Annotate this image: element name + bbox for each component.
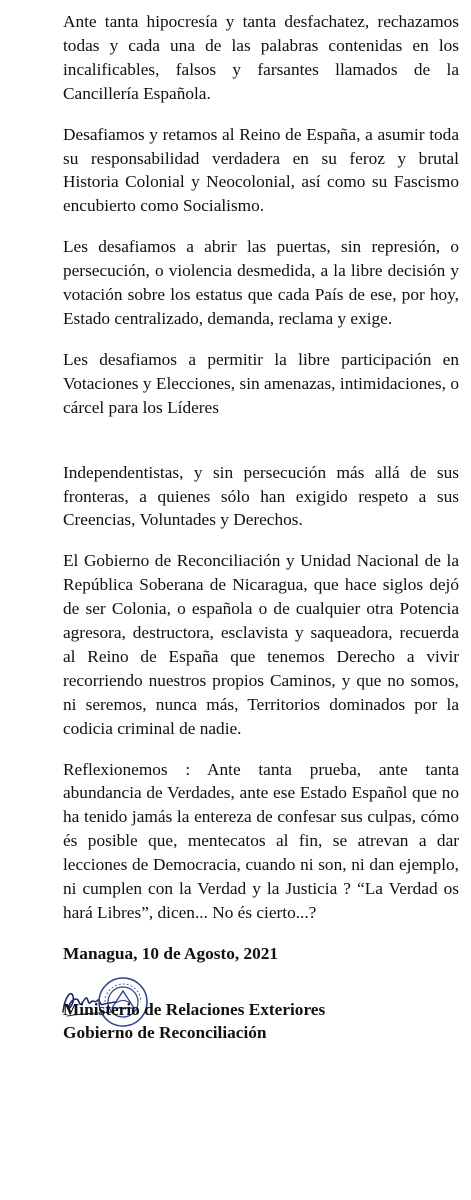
paragraph-1: Ante tanta hipocresía y tanta desfachatez, rechazamos todas y cada una de las palabras contenidas en los incalificables, falsos y farsantes llamados de la Cancillería Española. (63, 12, 459, 103)
paragraph-7: Reflexionemos : Ante tanta prueba, ante tanta abundancia de Verdades, ante ese Estado Español que no ha tenido jamás la entereza de confesar sus culpas, cómo és posible que, mentecatos al fin, se atrevan a dar lecciones de Democracia, cuando ni son, ni dan ejemplo, ni cumplen con la Verdad y la Justicia ? “La Verdad os hará Libres”, dicen... No és cierto...? (63, 759, 459, 922)
paragraph-5: Independentistas, y sin persecución más allá de sus fronteras, a quienes sólo han exigido respeto a sus Creencias, Voluntades y Derechos. (63, 462, 459, 530)
paragraph-2: Desafiamos y retamos al Reino de España, a asumir toda su responsabilidad verdadera en su feroz y brutal Historia Colonial y Neocolonial, así como su Fascismo encubierto como Socialismo. (63, 124, 459, 216)
signature-block (63, 986, 459, 1046)
org-line-government: Gobierno de Reconciliación (63, 1022, 267, 1042)
document-body (63, 10, 459, 1046)
paragraph-3: Les desafiamos a abrir las puertas, sin represión, o persecución, o violencia desmedida, a la libre decisión y votación sobre los estatus que cada País de ese, por hoy, Estado centralizado, demanda, reclama y exige. (63, 237, 459, 328)
org-line-ministry: Ministerio de Relaciones Exteriores (63, 999, 326, 1019)
paragraph-6: El Gobierno de Reconciliación y Unidad Nacional de la República Soberana de Nicaragua, que hace siglos dejó de ser Colonia, o española o de cualquier otra Potencia agresora, destructora, esclavista y saqueadora, recuerda al Reino de España que tenemos Derecho a vivir recorriendo nuestros propios Caminos, y que no somos, ni seremos, nunca más, Territorios dominados por la codicia criminal de nadie. (63, 551, 459, 738)
paragraph-4: Les desafiamos a permitir la libre participación en Votaciones y Elecciones, sin amenazas, intimidaciones, o cárcel para los Líderes (63, 349, 459, 417)
dateline: Managua, 10 de Agosto, 2021 (63, 943, 279, 963)
